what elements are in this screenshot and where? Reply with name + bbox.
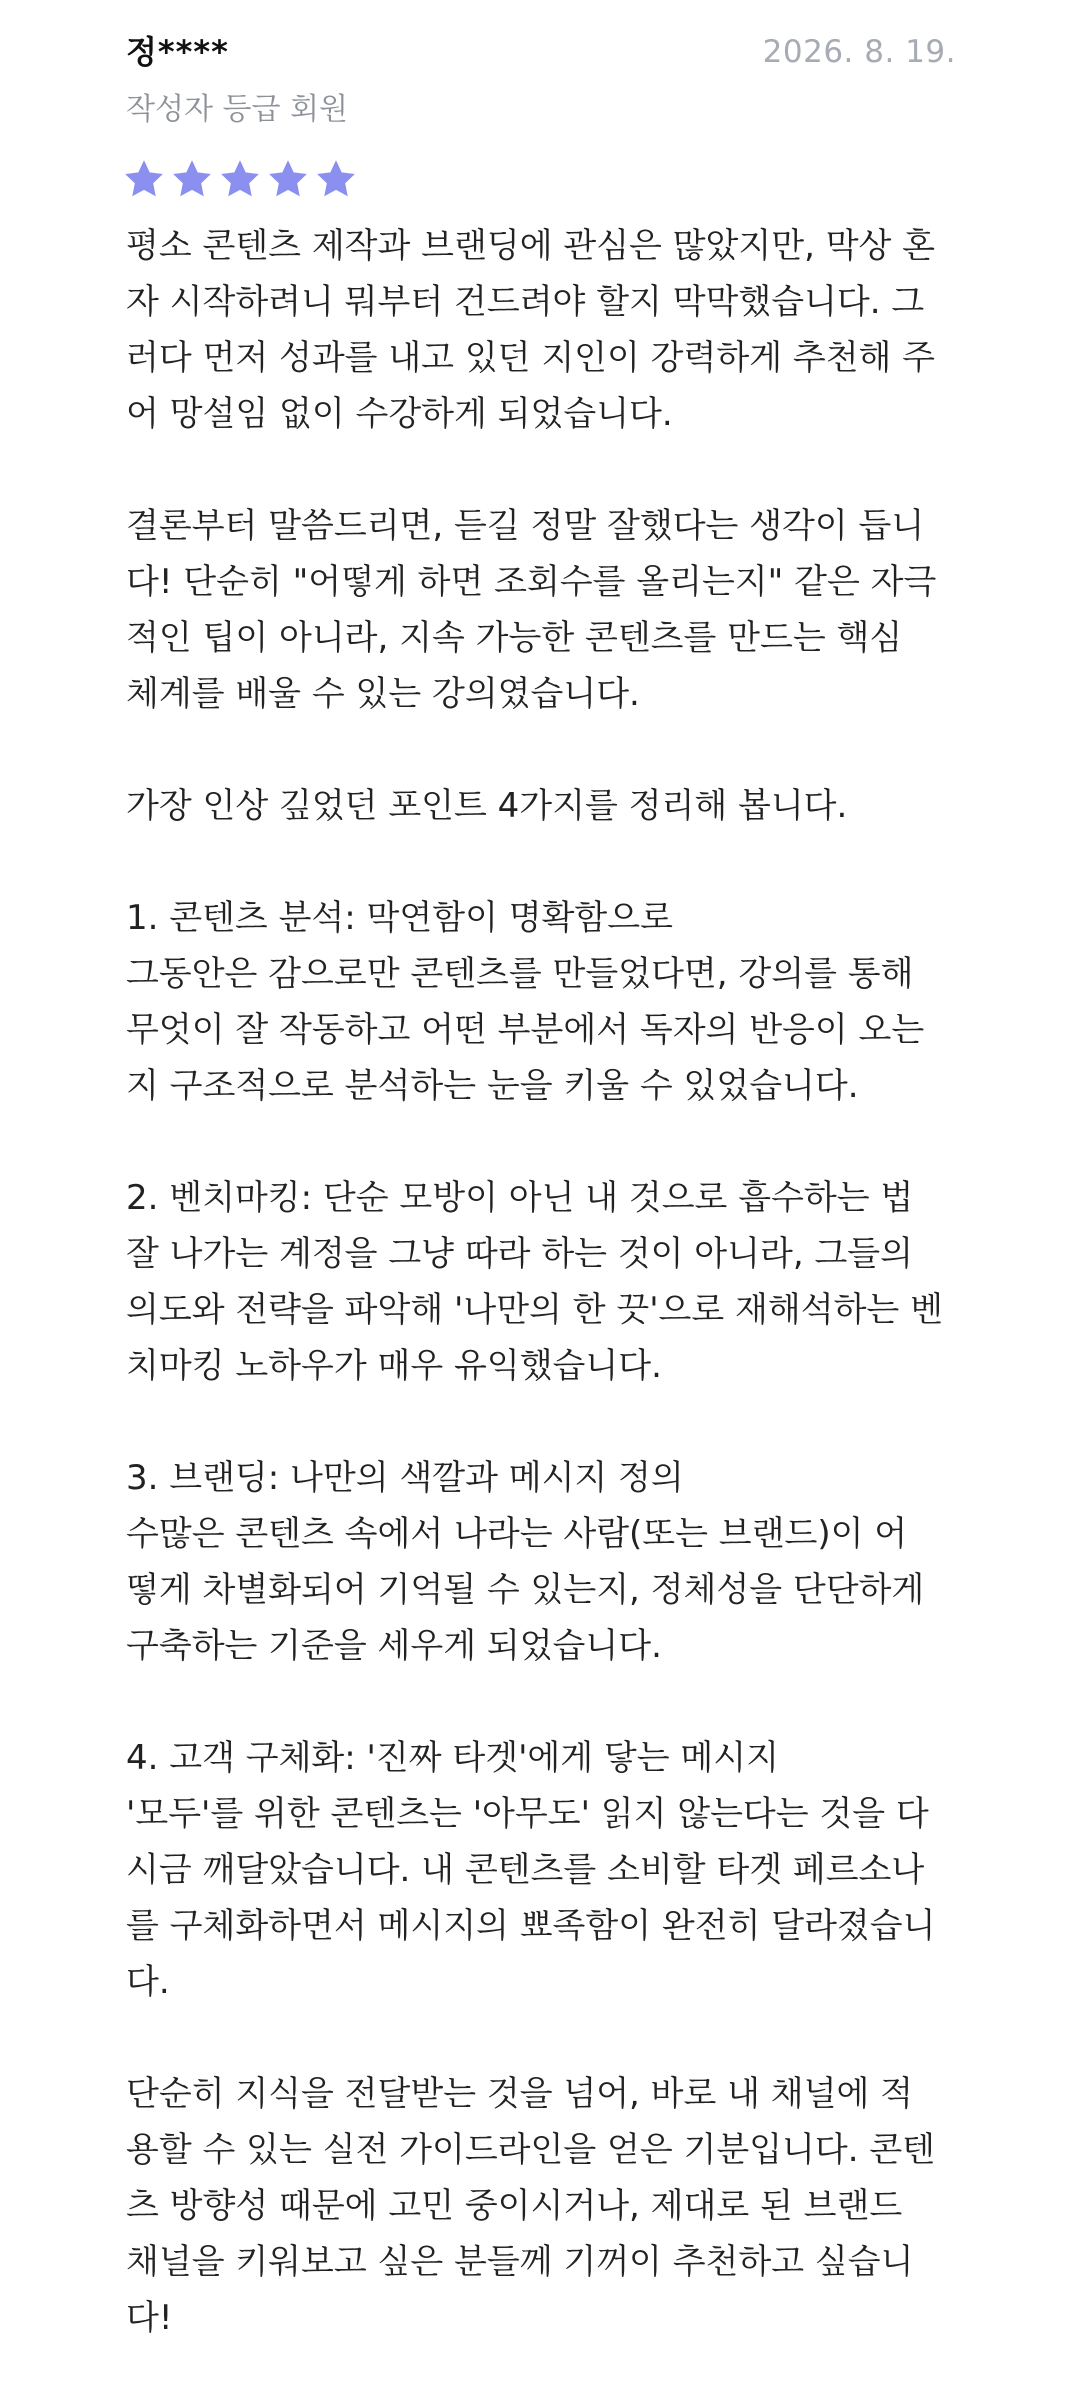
review-text-line: 가장 인상 깊었던 포인트 4가지를 정리해 봅니다. <box>126 786 848 826</box>
star-rating <box>122 156 956 202</box>
review-text-line: 시금 깨달았습니다. 내 콘텐츠를 소비할 타겟 페르소나 <box>126 1850 925 1890</box>
review-paragraph <box>126 2066 956 2346</box>
review-text-line: 1. 콘텐츠 분석: 막연함이 명확함으로 <box>126 898 673 938</box>
star-icon <box>218 157 262 201</box>
review-body <box>126 218 956 2346</box>
review-text-line: 를 구체화하면서 메시지의 뾰족함이 완전히 달라졌습니 <box>126 1906 936 1946</box>
review-text-line: 츠 방향성 때문에 고민 중이시거나, 제대로 된 브랜드 <box>126 2186 903 2226</box>
star-icon <box>314 157 358 201</box>
review-text-line: 잘 나가는 계정을 그냥 따라 하는 것이 아니라, 그들의 <box>126 1234 913 1274</box>
review-text-line: '모두'를 위한 콘텐츠는 '아무도' 읽지 않는다는 것을 다 <box>126 1794 929 1834</box>
review-text-line: 다! <box>126 2298 173 2338</box>
review-text-line: 지 구조적으로 분석하는 눈을 키울 수 있었습니다. <box>126 1066 859 1106</box>
review-date: 2026. 8. 19. <box>762 34 956 70</box>
review-text-line: 자 시작하려니 뭐부터 건드려야 할지 막막했습니다. 그 <box>126 282 925 322</box>
review-text-line: 결론부터 말씀드리면, 듣길 정말 잘했다는 생각이 듭니 <box>126 506 925 546</box>
review-text-line: 러다 먼저 성과를 내고 있던 지인이 강력하게 추천해 주 <box>126 338 936 378</box>
review-text-line: 구축하는 기준을 세우게 되었습니다. <box>126 1626 662 1666</box>
review-paragraph <box>126 218 956 442</box>
review-text-line: 무엇이 잘 작동하고 어떤 부분에서 독자의 반응이 오는 <box>126 1010 925 1050</box>
author-grade: 작성자 등급 회원 <box>126 92 348 127</box>
review-text-line: 체계를 배울 수 있는 강의였습니다. <box>126 674 640 714</box>
review-text-line: 치마킹 노하우가 매우 유익했습니다. <box>126 1346 662 1386</box>
review-text-line: 그동안은 감으로만 콘텐츠를 만들었다면, 강의를 통해 <box>126 954 914 994</box>
review-paragraph <box>126 1450 956 1674</box>
review-text-line: 어 망설임 없이 수강하게 되었습니다. <box>126 394 673 434</box>
review-card <box>126 30 956 2402</box>
star-icon <box>266 157 310 201</box>
review-text-line: 채널을 키워보고 싶은 분들께 기꺼이 추천하고 싶습니 <box>126 2242 914 2282</box>
review-text-line: 단순히 지식을 전달받는 것을 넘어, 바로 내 채널에 적 <box>126 2074 913 2114</box>
review-paragraph <box>126 890 956 1114</box>
review-text-line: 4. 고객 구체화: '진짜 타겟'에게 닿는 메시지 <box>126 1738 779 1778</box>
review-text-line: 적인 팁이 아니라, 지속 가능한 콘텐츠를 만드는 핵심 <box>126 618 903 658</box>
review-text-line: 용할 수 있는 실전 가이드라인을 얻은 기분입니다. 콘텐 <box>126 2130 936 2170</box>
star-icon <box>122 157 166 201</box>
review-text-line: 떻게 차별화되어 기억될 수 있는지, 정체성을 단단하게 <box>126 1570 925 1610</box>
review-text-line: 2. 벤치마킹: 단순 모방이 아닌 내 것으로 흡수하는 법 <box>126 1178 914 1218</box>
review-text-line: 다! 단순히 "어떻게 하면 조회수를 올리는지" 같은 자극 <box>126 562 937 602</box>
review-text-line: 다. <box>126 1962 170 2002</box>
star-icon <box>170 157 214 201</box>
review-paragraph <box>126 1730 956 2010</box>
review-text-line: 3. 브랜딩: 나만의 색깔과 메시지 정의 <box>126 1458 684 1498</box>
review-paragraph <box>126 778 956 834</box>
review-paragraph <box>126 1170 956 1394</box>
review-header <box>126 30 956 74</box>
review-paragraph <box>126 498 956 722</box>
review-text-line: 의도와 전략을 파악해 '나만의 한 끗'으로 재해석하는 벤 <box>126 1290 943 1330</box>
review-text-line: 평소 콘텐츠 제작과 브랜딩에 관심은 많았지만, 막상 혼 <box>126 226 936 266</box>
review-text-line: 수많은 콘텐츠 속에서 나라는 사람(또는 브랜드)이 어 <box>126 1514 908 1554</box>
author-name: 정**** <box>126 33 229 71</box>
